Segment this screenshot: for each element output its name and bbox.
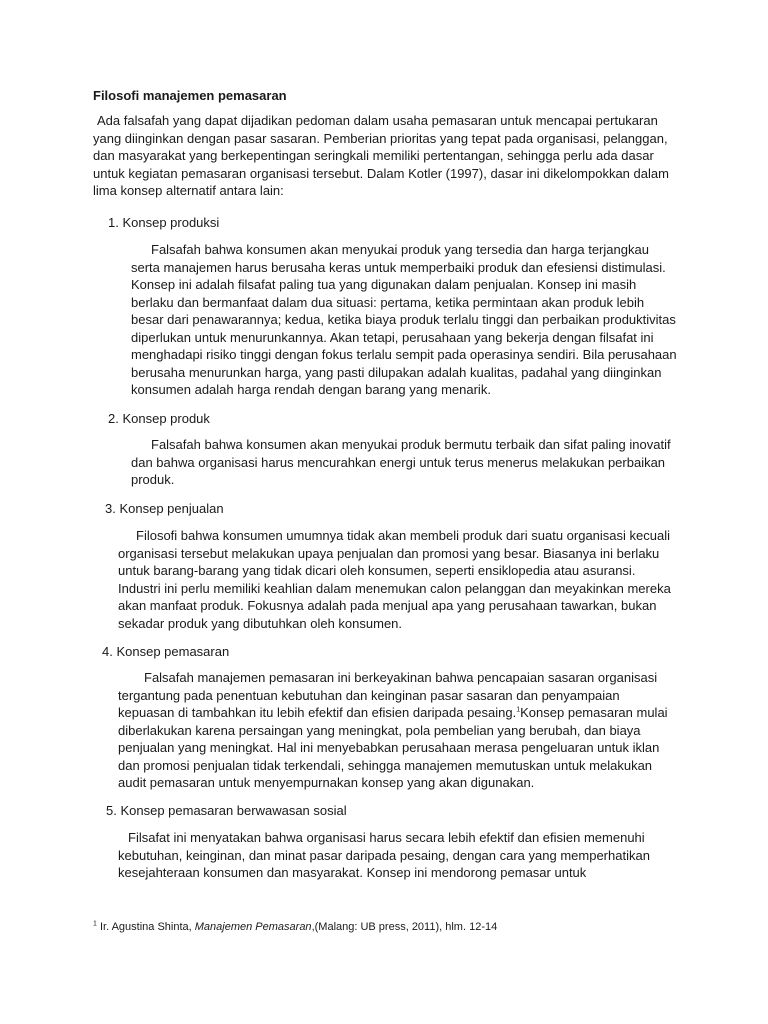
document-title: Filosofi manajemen pemasaran	[93, 88, 287, 103]
intro-paragraph	[93, 112, 673, 200]
section-body-text: Falsafah manajemen pemasaran ini berkeyakinan bahwa pencapaian sasaran organisasi tergantung pada penentuan kebutuhan dan keinginan pasar sasaran dan penyampaian kepuasan di tambahkan itu lebih efektif dan efisien daripada pesaing.	[118, 670, 658, 720]
intro-text: Ada falsafah yang dapat dijadikan pedoman dalam usaha pemasaran untuk mencapai pertukaran yang diinginkan dengan pasar sasaran. Pemberian prioritas yang tepat pada organisasi, pelanggan, dan masyarakat yang berkepentingan seringkali memiliki pertentangan, sehingga perlu ada dasar untuk kegiatan pemasaran organisasi tersebut. Dalam Kotler (1997), dasar ini dikelompokkan dalam lima konsep alternatif antara lain:	[93, 113, 669, 198]
section-body-konsep-produksi	[131, 241, 679, 399]
section-heading-konsep-penjualan: 3. Konsep penjualan	[105, 501, 224, 516]
footnote	[93, 920, 497, 934]
footnote-author: Ir. Agustina Shinta,	[99, 921, 192, 933]
section-body-text: Filsafat ini menyatakan bahwa organisasi harus secara lebih efektif dan efisien memenuhi kebutuhan, keinginan, dan minat pasar daripada pesaing, dengan cara yang memperhatikan kesejahteraan konsumen dan masyarakat. Konsep ini mendorong pemasar untuk	[118, 830, 650, 880]
section-heading-konsep-pemasaran: 4. Konsep pemasaran	[102, 644, 230, 659]
footnote-book-title: Manajemen Pemasaran	[194, 921, 312, 933]
footnote-number: 1	[93, 920, 97, 928]
section-heading-konsep-produk: 2. Konsep produk	[108, 411, 210, 426]
section-body-konsep-produk	[131, 436, 679, 489]
section-body-text-continued: Konsep pemasaran mulai diberlakukan karena persaingan yang meningkat, pola pembelian yang berubah, dan biaya penjualan yang meningkat. Hal ini menyebabkan perusahaan merasa pengeluaran untuk iklan dan promosi penjualan tidak terkendali, sehingga manajemen memutuskan untuk melakukan audit pemasaran untuk menyempurnakan konsep yang akan digunakan.	[118, 705, 668, 790]
section-body-text: Falsafah bahwa konsumen akan menyukai produk bermutu terbaik dan sifat paling inovatif dan bahwa organisasi harus mencurahkan energi untuk terus menerus melakukan perbaikan produk.	[131, 437, 671, 487]
footnote-publication: ,(Malang: UB press, 2011), hlm. 12-14	[311, 921, 498, 933]
section-body-text: Falsafah bahwa konsumen akan menyukai produk yang tersedia dan harga terjangkau serta manajemen harus berusaha keras untuk memperbaiki produk dan efesiensi distimulasi. Konsep ini adalah filsafat paling tua yang digunakan dalam penjualan. Konsep ini masih berlaku dan bermanfaat dalam dua situasi: pertama, ketika permintaan akan produk lebih besar dari penawarannya; kedua, ketika biaya produk terlalu tinggi dan perbaikan produktivitas diperlukan untuk menurunkannya. Akan tetapi, perusahaan yang bekerja dengan filsafat ini menghadapi risiko tinggi dengan fokus terlalu sempit pada operasinya sendiri. Bila perusahaan berusaha menurunkan harga, yang pasti dilupakan adalah kualitas, padahal yang diinginkan konsumen adalah harga rendah dengan barang yang menarik.	[131, 242, 677, 397]
section-body-konsep-pemasaran	[118, 669, 678, 792]
section-heading-konsep-pemasaran-berwawasan-sosial: 5. Konsep pemasaran berwawasan sosial	[106, 803, 347, 818]
section-body-konsep-penjualan	[118, 527, 678, 632]
section-body-konsep-pemasaran-berwawasan-sosial	[118, 829, 678, 882]
footnote-reference[interactable]: 1	[516, 706, 521, 714]
section-body-text: Filosofi bahwa konsumen umumnya tidak akan membeli produk dari suatu organisasi kecuali organisasi tersebut melakukan upaya penjualan dan promosi yang besar. Biasanya ini berlaku untuk barang-barang yang tidak dicari oleh konsumen, seperti ensiklopedia atau asuransi. Industri ini perlu memiliki keahlian dalam menemukan calon pelanggan dan meyakinkan mereka akan manfaat produk. Fokusnya adalah pada menjual apa yang perusahaan tawarkan, bukan sekadar produk yang dibutuhkan oleh konsumen.	[118, 528, 671, 631]
section-heading-konsep-produksi: 1. Konsep produksi	[108, 215, 220, 230]
